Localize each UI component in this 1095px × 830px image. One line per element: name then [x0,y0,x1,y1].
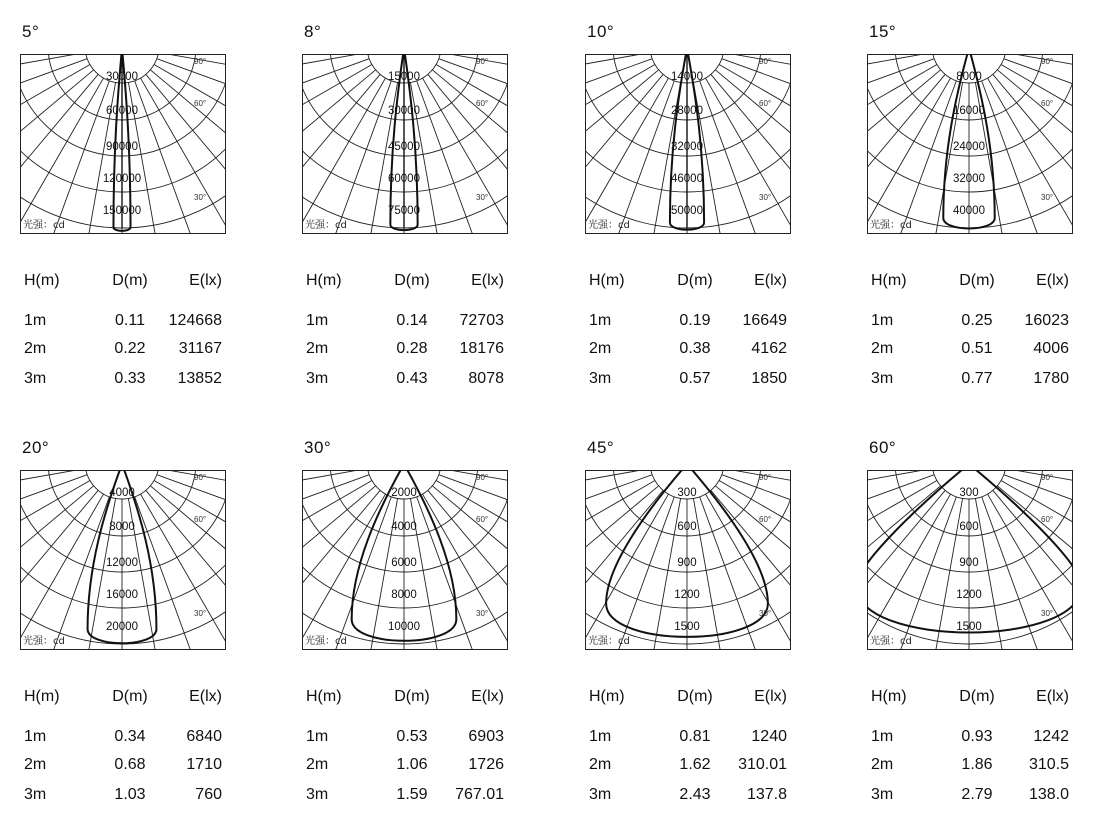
radial-tick-label: 6000 [391,557,417,569]
angle-label: 90° [759,57,772,66]
diameter-cell: 0.38 [679,340,711,357]
grid-spoke [585,81,674,234]
grid-spoke [585,70,659,234]
grid-spoke [302,70,376,234]
table-header-row [867,688,1082,708]
height-cell: 2m [589,756,612,773]
illuminance-cell: 8078 [468,370,504,387]
illuminance-cell: 31167 [178,340,222,357]
radial-tick-label: 20000 [106,621,138,633]
diameter-cell: 1.86 [961,756,993,773]
illuminance-cell: 6840 [186,728,222,745]
radial-tick-label: 32000 [671,141,703,153]
beam-angle-title: 5° [22,22,40,41]
diameter-cell: 1.59 [396,786,428,803]
grid-spoke [1004,59,1073,183]
illuminance-cell: 13852 [177,370,222,387]
grid-spoke [141,78,227,234]
column-header: H(m) [871,688,907,705]
radial-tick-label: 30000 [106,71,138,83]
grid-spoke [423,78,509,234]
illuminance-cell: 1242 [1033,728,1069,745]
radial-tick-label: 300 [677,487,697,499]
polar-diagram [585,470,791,650]
illuminance-cell: 310.5 [1028,756,1069,773]
unit-label: 光强：cd [870,636,912,647]
radial-tick-label: 4000 [391,521,417,533]
radial-tick-label: 1200 [956,589,982,601]
height-cell: 1m [24,728,47,745]
table-row [867,756,1082,776]
beam-panel [302,430,564,830]
grid-spoke [867,65,937,235]
table-row [302,728,517,748]
grid-spoke [20,65,90,235]
diameter-cell: 0.68 [114,756,146,773]
table-row [302,340,517,360]
table-header-row [585,272,800,292]
grid-spoke [150,70,226,234]
polar-diagram [867,470,1073,650]
beam-angle-title: 60° [869,438,897,457]
table-row [20,312,235,332]
diameter-cell: 0.22 [114,340,146,357]
illuminance-cell: 4162 [751,340,787,357]
grid-spoke [585,65,655,235]
column-header: H(m) [24,688,60,705]
radial-tick-label: 60000 [106,105,138,117]
illuminance-cell: 1726 [468,756,504,773]
table-row [867,786,1082,806]
illuminance-cell: 6903 [468,728,504,745]
beam-panel [585,430,847,830]
table-header-row [20,688,235,708]
grid-spoke [722,475,791,599]
grid-spoke [302,497,391,650]
angle-label: 30° [194,609,207,618]
table-row [867,340,1082,360]
angle-label: 30° [1041,609,1054,618]
grid-spoke [436,481,508,651]
height-cell: 3m [24,786,47,803]
column-header: H(m) [589,688,625,705]
table-row [585,756,800,776]
diameter-cell: 1.03 [114,786,146,803]
diameter-cell: 0.19 [679,312,711,329]
radial-tick-label: 60000 [388,173,420,185]
grid-spoke [719,481,791,651]
table-row [302,312,517,332]
diameter-cell: 1.06 [396,756,428,773]
grid-spoke [141,494,227,650]
illuminance-cell: 124668 [168,312,222,329]
column-header: E(lx) [754,688,787,705]
table-row [302,370,517,390]
radial-tick-label: 46000 [671,173,703,185]
table-row [867,370,1082,390]
grid-spoke [436,65,508,235]
polar-diagram [20,54,226,234]
diameter-cell: 0.25 [961,312,993,329]
unit-label: 光强：cd [23,220,65,231]
illuminance-cell: 1240 [751,728,787,745]
column-header: D(m) [112,272,148,289]
angle-label: 60° [476,99,489,108]
polar-diagram [867,54,1073,234]
beam-angle-title: 15° [869,22,897,41]
angle-label: 60° [1041,99,1054,108]
beam-angle-title: 45° [587,438,615,457]
radial-tick-label: 8000 [109,521,135,533]
grid-spoke [1004,475,1073,599]
column-header: H(m) [871,272,907,289]
table-row [302,756,517,776]
column-header: D(m) [959,272,995,289]
grid-spoke [20,81,109,234]
grid-spoke [157,59,226,183]
grid-spoke [302,81,391,234]
beam-panel [20,430,282,830]
table-row [867,312,1082,332]
column-header: E(lx) [189,272,222,289]
angle-label: 60° [194,515,207,524]
column-header: E(lx) [471,688,504,705]
grid-spoke [439,59,508,183]
radial-tick-label: 1200 [674,589,700,601]
illuminance-cell: 4006 [1033,340,1069,357]
polar-diagram [302,470,508,650]
angle-label: 90° [194,57,207,66]
illuminance-cell: 138.0 [1028,786,1069,803]
radial-tick-label: 600 [677,521,697,533]
column-header: D(m) [394,272,430,289]
illuminance-cell: 310.01 [738,756,787,773]
grid-spoke [154,65,226,235]
column-header: E(lx) [754,272,787,289]
table-header-row [585,688,800,708]
grid-spoke [135,497,226,650]
grid-spoke [135,81,226,234]
column-header: D(m) [112,688,148,705]
polar-diagram [20,470,226,650]
grid-spoke [417,497,508,650]
grid-spoke [157,475,226,599]
column-header: E(lx) [471,272,504,289]
illuminance-cell: 1710 [186,756,222,773]
illuminance-cell: 1780 [1033,370,1069,387]
diameter-cell: 0.14 [396,312,428,329]
table-row [585,728,800,748]
diameter-cell: 0.34 [114,728,146,745]
angle-label: 30° [194,193,207,202]
grid-spoke [585,481,655,651]
column-header: E(lx) [189,688,222,705]
grid-spoke [150,486,226,650]
radial-tick-label: 45000 [388,141,420,153]
table-header-row [867,272,1082,292]
grid-spoke [439,475,508,599]
beam-angle-title: 8° [304,22,322,41]
angle-label: 30° [759,193,772,202]
diameter-cell: 0.11 [115,312,145,329]
table-row [20,728,235,748]
diameter-cell: 1.62 [679,756,711,773]
unit-label: 光强：cd [588,220,630,231]
grid-spoke [711,74,791,234]
unit-label: 光强：cd [23,636,65,647]
beam-panel [20,14,282,414]
table-row [585,786,800,806]
grid-spoke [302,481,372,651]
beam-angle-title: 20° [22,438,50,457]
polar-diagram [302,54,508,234]
table-row [20,786,235,806]
diameter-cell: 2.79 [961,786,993,803]
height-cell: 3m [589,786,612,803]
column-header: D(m) [959,688,995,705]
grid-spoke [146,490,226,650]
angle-label: 60° [759,99,772,108]
radial-tick-label: 150000 [102,205,142,217]
table-header-row [20,272,235,292]
radial-tick-label: 4000 [109,487,135,499]
table-row [867,728,1082,748]
column-header: E(lx) [1036,272,1069,289]
column-header: D(m) [677,272,713,289]
radial-tick-label: 32000 [953,173,985,185]
angle-label: 60° [194,99,207,108]
beam-panel [302,14,564,414]
diameter-cell: 0.81 [679,728,711,745]
height-cell: 1m [24,312,47,329]
grid-spoke [428,490,508,650]
table-row [20,370,235,390]
angle-label: 30° [476,609,489,618]
diameter-cell: 0.43 [396,370,428,387]
diameter-cell: 0.93 [961,728,993,745]
table-row [585,340,800,360]
height-cell: 1m [306,728,329,745]
beam-angle-title: 30° [304,438,332,457]
grid-spoke [432,486,508,650]
angle-label: 60° [759,515,772,524]
angle-label: 90° [1041,57,1054,66]
illuminance-cell: 760 [195,786,222,803]
grid-spoke [719,65,791,235]
radial-tick-label: 900 [677,557,697,569]
grid-spoke [1001,65,1073,235]
table-header-row [302,272,517,292]
radial-tick-label: 900 [959,557,979,569]
diameter-cell: 0.77 [961,370,993,387]
grid-spoke [428,74,508,234]
grid-spoke [20,486,94,650]
grid-spoke [302,65,372,235]
diameter-cell: 2.43 [679,786,711,803]
grid-spoke [700,81,791,234]
grid-spoke [20,497,109,650]
unit-label: 光强：cd [305,220,347,231]
radial-tick-label: 8000 [956,71,982,83]
table-header-row [302,688,517,708]
diameter-cell: 0.53 [396,728,428,745]
table-row [20,756,235,776]
height-cell: 3m [24,370,47,387]
column-header: H(m) [306,688,342,705]
radial-tick-label: 120000 [102,173,142,185]
angle-label: 90° [759,473,772,482]
angle-label: 60° [1041,515,1054,524]
radial-tick-label: 15000 [388,71,420,83]
angle-label: 30° [759,609,772,618]
angle-label: 30° [1041,193,1054,202]
height-cell: 1m [871,312,894,329]
grid-spoke [988,78,1074,234]
height-cell: 2m [306,340,329,357]
radial-tick-label: 40000 [953,205,985,217]
illuminance-cell: 1850 [751,370,787,387]
illuminance-cell: 767.01 [455,786,504,803]
beam-panel [585,14,847,414]
unit-label: 光强：cd [870,220,912,231]
diameter-cell: 0.28 [396,340,428,357]
grid-spoke [146,74,226,234]
radial-tick-label: 8000 [391,589,417,601]
grid-spoke [20,481,90,651]
radial-tick-label: 2000 [391,487,417,499]
height-cell: 3m [306,786,329,803]
grid-spoke [722,59,791,183]
grid-spoke [417,81,508,234]
illuminance-cell: 137.8 [746,786,787,803]
radial-tick-label: 1500 [674,621,700,633]
angle-label: 90° [476,473,489,482]
illuminance-cell: 18176 [459,340,504,357]
height-cell: 2m [871,756,894,773]
unit-label: 光强：cd [305,636,347,647]
radial-tick-label: 14000 [671,71,703,83]
grid-spoke [20,70,94,234]
radial-tick-label: 12000 [106,557,138,569]
height-cell: 1m [871,728,894,745]
height-cell: 2m [306,756,329,773]
unit-label: 光强：cd [588,636,630,647]
illuminance-cell: 72703 [459,312,504,329]
table-row [585,312,800,332]
grid-spoke [867,70,941,234]
radial-tick-label: 75000 [388,205,420,217]
height-cell: 2m [589,340,612,357]
grid-spoke [302,486,376,650]
grid-spoke [715,486,791,650]
column-header: H(m) [24,272,60,289]
height-cell: 3m [589,370,612,387]
radial-tick-label: 10000 [388,621,420,633]
angle-label: 30° [476,193,489,202]
table-row [585,370,800,390]
radial-tick-label: 16000 [106,589,138,601]
table-row [302,786,517,806]
radial-tick-label: 16000 [953,105,985,117]
beam-panel [867,430,1095,830]
diameter-cell: 0.57 [679,370,711,387]
radial-tick-label: 300 [959,487,979,499]
radial-tick-label: 1500 [956,621,982,633]
column-header: D(m) [394,688,430,705]
illuminance-cell: 16023 [1024,312,1069,329]
column-header: D(m) [677,688,713,705]
height-cell: 1m [306,312,329,329]
radial-tick-label: 50000 [671,205,703,217]
angle-label: 60° [476,515,489,524]
height-cell: 2m [24,756,47,773]
diameter-cell: 0.33 [114,370,146,387]
height-cell: 3m [871,370,894,387]
diameter-cell: 0.51 [961,340,993,357]
beam-panel [867,14,1095,414]
illuminance-cell: 16649 [742,312,787,329]
angle-label: 90° [194,473,207,482]
grid-spoke [423,494,509,650]
beam-angle-title: 10° [587,22,615,41]
height-cell: 3m [306,370,329,387]
height-cell: 3m [871,786,894,803]
height-cell: 2m [871,340,894,357]
grid-spoke [432,70,508,234]
grid-spoke [154,481,226,651]
height-cell: 2m [24,340,47,357]
height-cell: 1m [589,312,612,329]
grid-spoke [993,74,1073,234]
angle-label: 90° [476,57,489,66]
radial-tick-label: 30000 [388,105,420,117]
column-header: E(lx) [1036,688,1069,705]
grid-spoke [706,78,792,234]
radial-tick-label: 600 [959,521,979,533]
radial-tick-label: 28000 [671,105,703,117]
grid-spoke [715,70,791,234]
radial-tick-label: 24000 [953,141,985,153]
height-cell: 1m [589,728,612,745]
radial-tick-label: 90000 [106,141,138,153]
angle-label: 90° [1041,473,1054,482]
column-header: H(m) [306,272,342,289]
grid-spoke [997,70,1073,234]
column-header: H(m) [589,272,625,289]
polar-diagram [585,54,791,234]
table-row [20,340,235,360]
